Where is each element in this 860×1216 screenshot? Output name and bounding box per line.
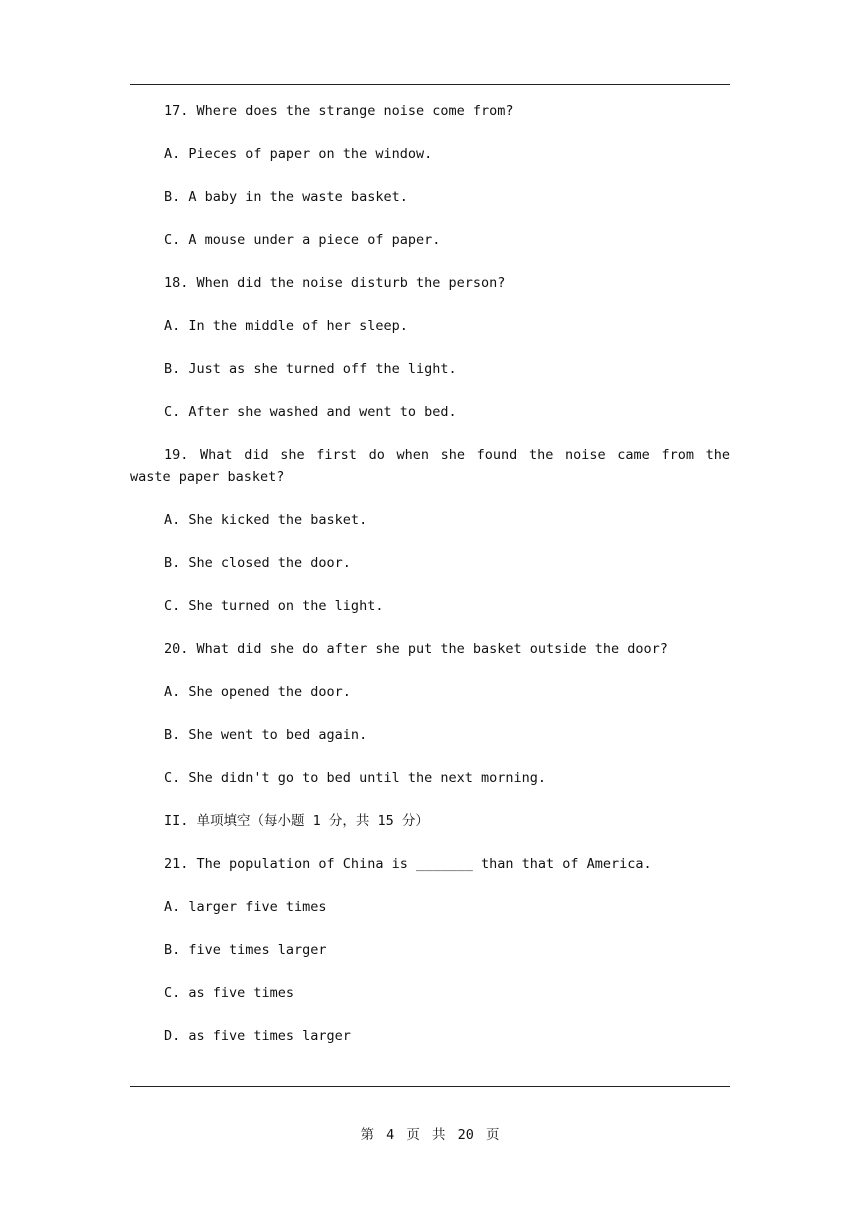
q19-option-c: C. She turned on the light.: [164, 598, 384, 614]
question-21: 21. The population of China is _______ than that of America.: [164, 856, 652, 872]
q20-option-b: B. She went to bed again.: [164, 727, 368, 743]
q21-option-a: A. larger five times: [164, 899, 327, 915]
q17-option-c: C. A mouse under a piece of paper.: [164, 232, 441, 248]
question-17: 17. Where does the strange noise come from?: [164, 103, 514, 119]
q19-option-b: B. She closed the door.: [164, 555, 351, 571]
q18-option-c: C. After she washed and went to bed.: [164, 404, 457, 420]
q21-option-d: D. as five times larger: [164, 1028, 351, 1044]
q21-option-b: B. five times larger: [164, 942, 327, 958]
question-18: 18. When did the noise disturb the person?: [164, 275, 506, 291]
question-19: 19. What did she first do when she found the noise came from the waste paper basket?: [130, 447, 730, 485]
q21-option-c: C. as five times: [164, 985, 295, 1001]
q17-option-a: A. Pieces of paper on the window.: [164, 146, 433, 162]
header-rule: [130, 84, 730, 85]
q20-option-a: A. She opened the door.: [164, 684, 351, 700]
page-content: [130, 100, 730, 1047]
footer-rule: [130, 1086, 730, 1087]
q18-option-b: B. Just as she turned off the light.: [164, 361, 457, 377]
q18-option-a: A. In the middle of her sleep.: [164, 318, 408, 334]
q17-option-b: B. A baby in the waste basket.: [164, 189, 408, 205]
q20-option-c: C. She didn't go to bed until the next morning.: [164, 770, 547, 786]
question-20: 20. What did she do after she put the basket outside the door?: [164, 641, 668, 657]
q19-option-a: A. She kicked the basket.: [164, 512, 368, 528]
page-number: 第 4 页 共 20 页: [360, 1127, 500, 1143]
section-heading: II. 单项填空（每小题 1 分，共 15 分）: [164, 813, 429, 829]
